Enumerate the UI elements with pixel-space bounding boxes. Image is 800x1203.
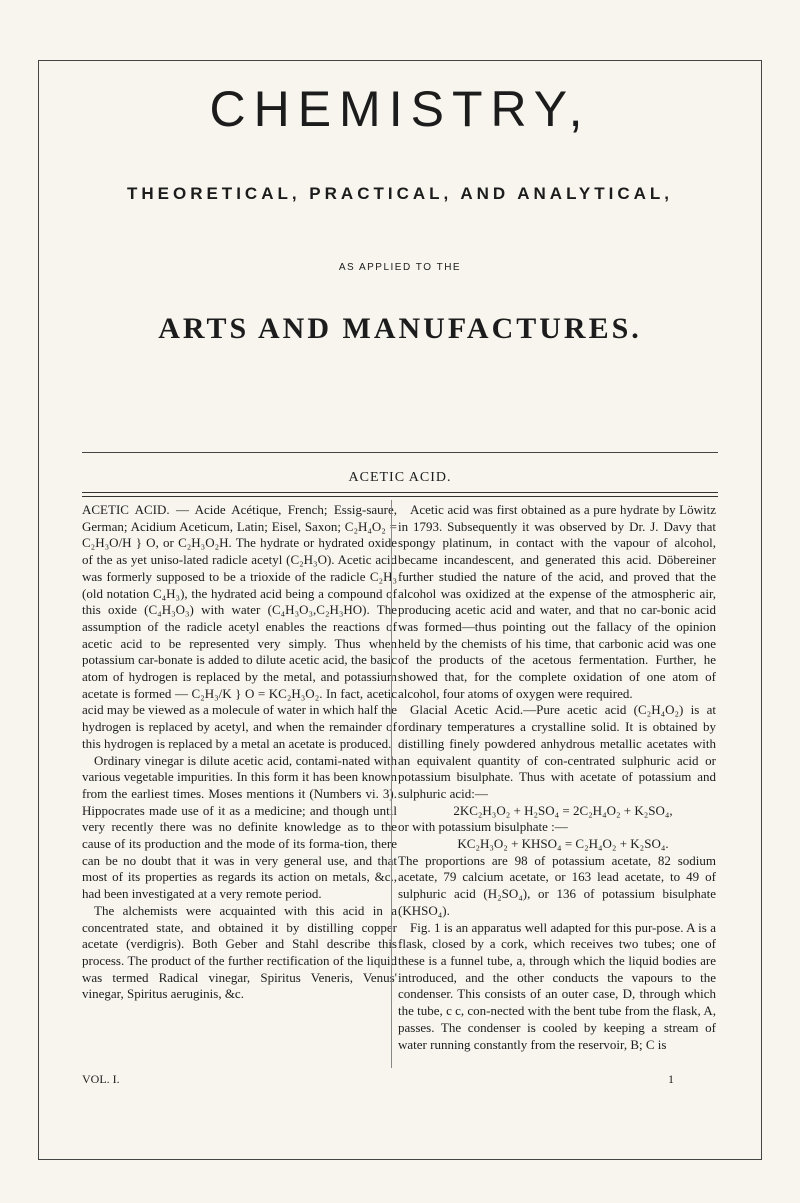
applied-to-line: AS APPLIED TO THE [338,262,462,273]
right-column [398,502,716,1053]
column-divider [391,500,392,1068]
left-column [82,502,397,1003]
right-paragraph-2: Glacial Acetic Acid.—Pure acetic acid (C₂H₄O₂) is at ordinary temperatures a crystalline solid. It is obtained by distilling finely powdered anhydrous metallic acetates with an equivalent quantity of con-centrated sulphuric acid or potassium bisulphate. Thus with acetate of potassium and sulphuric acid:— [398,702,716,801]
left-paragraph-1: ACETIC ACID. — Acide Acétique, French; Essig-saure, German; Acidium Aceticum, Latin; Eisel, Saxon; C₂H₄O₂ = C₂H₃O/H } O, or C₂H₃O₂H. The hydrate or hydrated oxide of the as yet uniso-lated radicle acetyl (C₂H₃O). Acetic acid was formerly supposed to be a trioxide of the radicle C₂H₃ (old notation C₄H₃), the hydrated acid being a compound of this oxide (C₄H₃O₃) with water (C₄H₃O₃,C₂H₃HO). The assumption of the radicle acetyl enables the reactions of acetic acid to be represented very simply. Thus when potassium car-bonate is added to dilute acetic acid, the basic atom of hydrogen is replaced by the metal, and potassium acetate is formed — C₂H₃/K } O = KC₂H₃O₂. In fact, acetic acid may be viewed as a molecule of water in which half the hydrogen is replaced by acetyl, and when the remainder of this hydrogen is replaced by a metal an acetate is produced. [82,502,397,751]
section-rule [82,452,718,453]
volume-label: VOL. I. [82,1072,120,1086]
book-subtitle: THEORETICAL, PRACTICAL, AND ANALYTICAL, [126,184,674,203]
book-title: CHEMISTRY, [209,81,591,137]
left-paragraph-2: Ordinary vinegar is dilute acetic acid, contami-nated with various vegetable impurities. In this form it has been known from the earliest times. Moses mentions it (Numbers vi. 3). Hippocrates made use of it as a medicine; and though until very recently there was no definite knowledge as to the cause of its production and the mode of its forma-tion, there can be no doubt that it was in very general use, and that most of its properties as regards its action on metals, &c., had been investigated at a very remote period. [82,752,397,902]
right-paragraph-3: or with potassium bisulphate :— [398,819,568,835]
running-head: ACETIC ACID. [348,470,452,485]
right-paragraph-1: Acetic acid was first obtained as a pure hydrate by Löwitz in 1793. Subsequently it was observed by Dr. J. Davy that spongy platinum, in contact with the vapour of alcohol, became incandescent, and generated this acid. Döbereiner further studied the nature of the acid, and proved that the alcohol was oxidized at the expense of the atmospheric air, producing acetic acid and water, and that no car-bonic acid was formed—thus pointing out the fallacy of the opinion held by the chemists of his time, that carbonic acid was one of the products of the acetous fermentation. Further, he showed that, for the complete oxidation of one atom of alcohol, four atoms of oxygen were required. [398,502,716,701]
right-paragraph-5: Fig. 1 is an apparatus well adapted for this pur-pose. A is a flask, closed by a cork, which receives two tubes; one of these is a funnel tube, a, through which the liquid bodies are introduced, and the other conducts the vapours to the condenser. This consists of an outer case, D, through which the tube, c c, con-nected with the bent tube from the flask, A, passes. The condenser is cooled by keeping a stream of water running constantly from the reservoir, B; C is [398,919,716,1052]
right-paragraph-4: The proportions are 98 of potassium acetate, 82 sodium acetate, 79 calcium acetate, or 163 lead acetate, to 49 of sulphuric acid (H₂SO₄), or 136 of potassium bisulphate (KHSO₄). [398,852,716,918]
equation-1: 2KC₂H₃O₂ + H₂SO₄ = 2C₂H₄O₂ + K₂SO₄, [453,802,673,818]
signature-mark: 1 [668,1072,674,1086]
arts-manufactures-title: ARTS AND MANUFACTURES. [158,312,642,345]
double-rule [82,492,718,497]
equation-2: KC₂H₃O₂ + KHSO₄ = C₂H₄O₂ + K₂SO₄. [457,836,669,852]
left-paragraph-3: The alchemists were acquainted with this acid in a concentrated state, and obtained it by distilling copper acetate (verdigris). Both Geber and Stahl describe this process. The product of the further rectification of the liquid was termed Radical vinegar, Spiritus Veneris, Venus' vinegar, Spiritus aeruginis, &c. [82,902,397,1002]
